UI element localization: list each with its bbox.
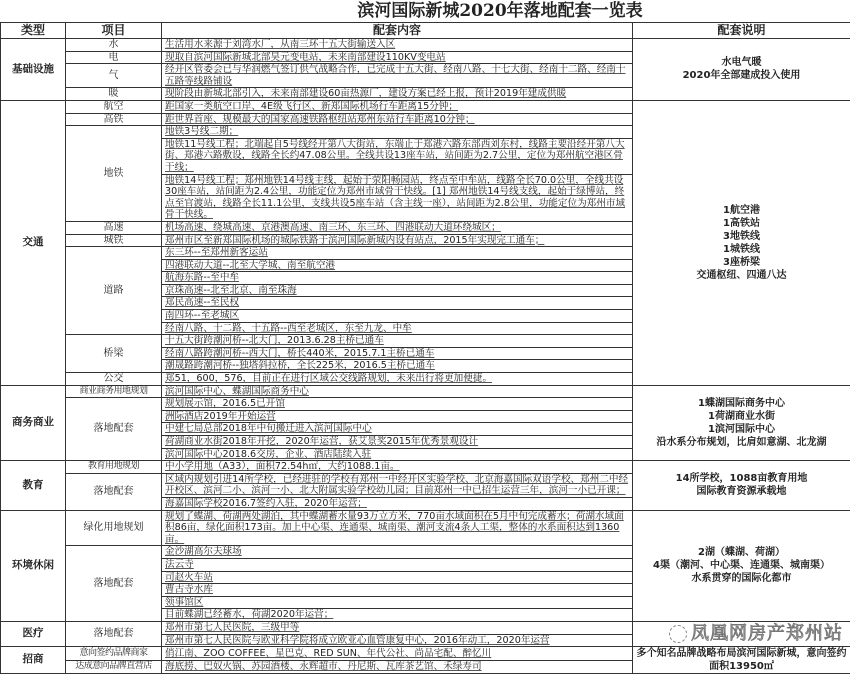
- note-cell: [633, 100, 850, 385]
- content-cell: 规划了蝶湖、荷湖两处湖泊，其中蝶湖蓄水量93万立方米，770亩水域面积在5月中旬完成蓄水；荷湖水域面积86亩，绿化面积173亩。加上中心渠、连通渠、城南渠、潮河支流4条人工渠，整体的水系面积达到1360亩。: [162, 510, 633, 546]
- table-row: [1, 621, 850, 634]
- note-cell: [633, 385, 850, 461]
- content-cell: 地铁3号线二期；: [162, 126, 633, 139]
- content-cell: 荷湖商业水街2018年开挖，2020年运营，获艾景奖2015年优秀景观设计: [162, 436, 633, 449]
- content-cell: 领事馆区: [162, 596, 633, 609]
- item-cell: 绿化用地规划: [66, 510, 162, 546]
- content-cell: 区域内规划引进14所学校，已经进驻的学校有郑州一中经开区实验学校、北京海嘉国际双语学校、郑州二中经开校区、滨河二小、滨河一小、北大附属实验学校幼儿园；目前郑州一中已招生运营三年，滨河一小已开课；: [162, 473, 633, 497]
- note-cell: [633, 39, 850, 101]
- category-cell: 商务商业: [1, 385, 66, 461]
- note-cell: [633, 510, 850, 621]
- content-cell: 南四环--至老城区: [162, 310, 633, 323]
- table-row: [1, 385, 850, 398]
- item-cell: 电: [66, 51, 162, 64]
- content-cell: 滨河国际中心、蝶湖国际商务中心: [162, 385, 633, 398]
- content-cell: 机场高速、绕城高速、京港澳高速、南三环、东三环、四港联动大道环绕城区；: [162, 221, 633, 234]
- content-cell: 曹古寺水库: [162, 584, 633, 597]
- content-cell: 距国家一类航空口岸、4E级飞行区、新郑国际机场行车距离15分钟；: [162, 100, 633, 113]
- item-cell: 水: [66, 39, 162, 52]
- content-cell: 航海东路--至中牟: [162, 272, 633, 285]
- content-cell: 潮晟路跨潮河桥--独塔斜拉桥，全长225米，2016.5主桥已通车: [162, 360, 633, 373]
- note-cell: [633, 647, 850, 674]
- content-cell: 法云寺: [162, 558, 633, 571]
- content-cell: 金沙湖高尔夫球场: [162, 546, 633, 559]
- content-cell: 十五大街跨潮河桥--北大门，2013.6.28主桥已通车: [162, 335, 633, 348]
- table-row: [1, 39, 850, 52]
- content-cell: 海嘉国际学校2016.7签约入驻，2020年运营；: [162, 497, 633, 510]
- note-line: 2020年全部建成投入使用: [682, 70, 801, 82]
- content-cell: 目前蝶湖已经蓄水，荷湖2020年运营；: [162, 609, 633, 622]
- note-line: 3座桥梁: [723, 256, 760, 268]
- content-cell: 郑民高速--至民权: [162, 297, 633, 310]
- category-cell: 招商: [1, 647, 66, 674]
- category-cell: 医疗: [1, 621, 66, 646]
- content-cell: 海底捞、巴奴火锅、苏园酒楼、永辉超市、丹尼斯、瓦库茶艺馆、禾绿寿司: [162, 660, 633, 674]
- note-line: 14所学校，1088亩教育用地: [675, 473, 808, 485]
- item-cell: 达成意向品牌直营店: [66, 660, 162, 674]
- content-cell: 司赵火车站: [162, 571, 633, 584]
- table-row: [1, 100, 850, 113]
- content-cell: 中小学用地（A33），面积72.54h㎡，大约1088.1亩。: [162, 461, 633, 474]
- content-cell: 滨河国际中心2018.6交房，企业、酒店陆续入驻: [162, 448, 633, 461]
- item-cell: 高速: [66, 221, 162, 234]
- item-cell: 落地配套: [66, 546, 162, 622]
- note-line: 3地铁线: [723, 230, 760, 242]
- note-line: 沿水系分布规划，比肩如意湖、北龙湖: [656, 436, 827, 448]
- content-cell: 郑51，600，576，目前正在进行区域公交线路规划，未来出行将更加便捷。: [162, 373, 633, 386]
- category-cell: 交通: [1, 100, 66, 385]
- note-line: 1高铁站: [723, 217, 760, 229]
- category-cell: 教育: [1, 461, 66, 510]
- item-cell: 气: [66, 64, 162, 88]
- note-line: 4渠（潮河、中心渠、连通渠、城南渠）: [653, 560, 830, 572]
- content-cell: 中建七局总部2018年中旬搬迁进入滨河国际中心: [162, 423, 633, 436]
- content-cell: 郑州市第七人民医院与欧亚科学院将成立欧亚心血管康复中心，2016年动工，2020年运营: [162, 634, 633, 647]
- watermark: [636, 624, 847, 644]
- content-cell: 生活用水来源于刘湾水厂，从南三环十五大街输送入区: [162, 39, 633, 52]
- note-line: 1荷湖商业水街: [708, 410, 775, 422]
- item-cell: 落地配套: [66, 473, 162, 510]
- content-cell: 距世界首座、规模最大的国家高速铁路枢纽站郑州东站行车距离10分钟；: [162, 113, 633, 126]
- item-cell: 公交: [66, 373, 162, 386]
- content-cell: 地铁11号线工程；北端起自5号线经开第八大街站，东端止于郑港六路东部西刘东村，线路主要沿经开第八大街、郑港六路敷设，线路全长约47.08公里。全线共设13座车站，站间距为2.7公里，定位为郑州航空港区骨干线；: [162, 138, 633, 174]
- note-cell: [633, 621, 850, 646]
- header-item: 项目: [66, 23, 162, 39]
- content-cell: 京珠高速--北至北京、南至珠海: [162, 284, 633, 297]
- content-cell: 经南八路、十二路、十五路--西至老城区，东至九龙、中牟: [162, 322, 633, 335]
- note-line: 2湖（蝶湖、荷湖）: [698, 547, 785, 559]
- item-cell: 落地配套: [66, 621, 162, 646]
- item-cell: 落地配套: [66, 398, 162, 461]
- item-cell: 地铁: [66, 126, 162, 222]
- watermark-logo-icon: [669, 625, 687, 643]
- table-row: [1, 510, 850, 546]
- content-cell: 现取自滨河国际新城北部昊元变电站，未来南部建设110KV变电站: [162, 51, 633, 64]
- content-cell: 现阶段由新城北部引入，未来南部建设60亩热源厂，建设方案已经上报，预计2019年建成供暖: [162, 88, 633, 101]
- watermark-text: 凤凰网房产郑州站: [691, 623, 843, 644]
- item-cell: 商业商务用地规划: [66, 385, 162, 398]
- content-cell: 郑州市第七人民医院，三级甲等: [162, 621, 633, 634]
- item-cell: 高铁: [66, 113, 162, 126]
- content-cell: 地铁14号线工程；郑州地铁14号线主线，起始于荥阳畅园站，终点至中牟站，线路全长70.0公里，全线共设30座车站，站间距为2.4公里，功能定位为郑州市域骨干快线。[1] 郑州地铁14号线支线，起始于绿博站，终点至官渡站，线路全长11.1公里，支线共设5座车站（含主线一座），站间距为2.8公里，功能定位为郑州市域骨干快线。: [162, 174, 633, 221]
- content-cell: 洲际酒店2019年开始运营: [162, 410, 633, 423]
- item-cell: 航空: [66, 100, 162, 113]
- content-cell: 规划展示馆，2016.5已开馆: [162, 398, 633, 411]
- table-row: [1, 461, 850, 474]
- item-cell: 意向签约品牌商家: [66, 647, 162, 661]
- category-cell: 基础设施: [1, 39, 66, 101]
- header-note: 配套说明: [633, 23, 850, 39]
- content-cell: 经开区管委会已与华润燃气签订供气战略合作，已完成十五大街、经南八路、十七大街、经南十二路、经南十五路等线路铺设: [162, 64, 633, 88]
- note-line: 1蝶湖国际商务中心: [698, 397, 785, 409]
- note-line: 1滨河国际中心: [708, 423, 775, 435]
- note-line: 1城铁线: [723, 243, 760, 255]
- item-cell: 道路: [66, 247, 162, 335]
- category-cell: 环境休闲: [1, 510, 66, 621]
- content-cell: 东三环--至郑州新客运站: [162, 247, 633, 260]
- note-cell: [633, 461, 850, 510]
- item-cell: 桥梁: [66, 335, 162, 373]
- note-line: 1航空港: [723, 204, 760, 216]
- note-line: 水系贯穿的国际化都市: [691, 573, 792, 585]
- table-header-row: [1, 23, 850, 39]
- note-line: 水电气暖: [721, 57, 762, 69]
- note-line: 多个知名品牌战略布局滨河国际新城，意向签约面积13950㎡: [636, 648, 847, 673]
- note-line: 交通枢纽、四通八达: [696, 269, 787, 281]
- header-type: 类型: [1, 23, 66, 39]
- header-content: 配套内容: [162, 23, 633, 39]
- facilities-table: [0, 22, 850, 674]
- content-cell: 经南八路跨潮河桥--西大门，桥长440米，2015.7.1主桥已通车: [162, 347, 633, 360]
- table-row: [1, 647, 850, 661]
- item-cell: 教育用地规划: [66, 461, 162, 474]
- item-cell: 暖: [66, 88, 162, 101]
- content-cell: 郑州市区至新郑国际机场的城际铁路于滨河国际新城内设有站点，2015年实现完工通车；: [162, 234, 633, 247]
- item-cell: 城铁: [66, 234, 162, 247]
- table-body: [1, 39, 850, 674]
- note-line: 国际教育资源承载地: [696, 486, 787, 498]
- content-cell: 四港联动大道--北至大学城、南至航空港: [162, 259, 633, 272]
- page-title: 滨河国际新城2020年落地配套一览表: [357, 1, 643, 21]
- content-cell: 俏江南、ZOO COFFEE、星巴克、RED SUN、年代公社、尚品宅配、醉忆川: [162, 647, 633, 661]
